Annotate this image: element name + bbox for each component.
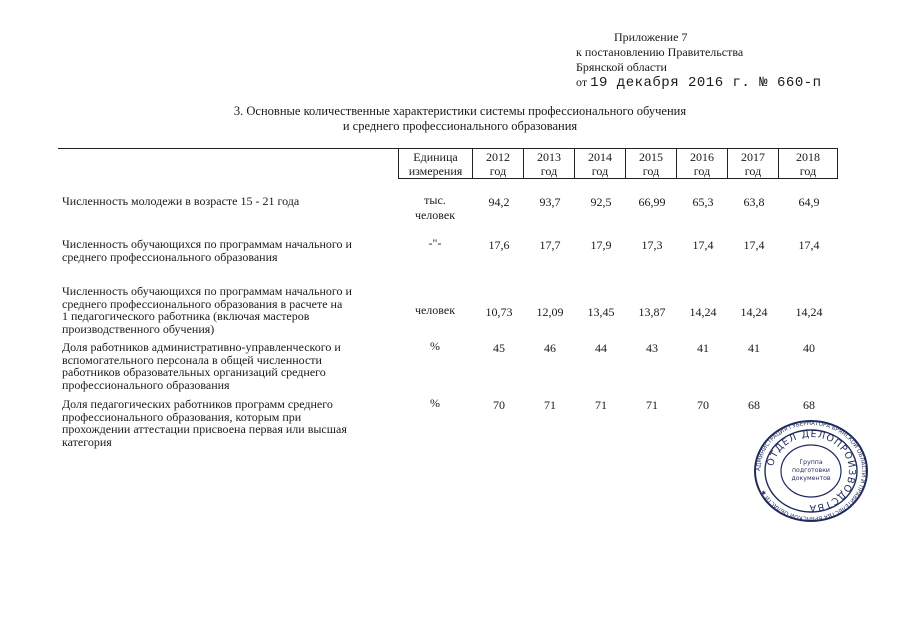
row-students-per-teacher-label: [62, 285, 392, 335]
header-unit: [398, 148, 472, 178]
row-admin-staff-label: [62, 341, 392, 391]
appendix-region: Брянской области: [576, 60, 667, 74]
header-year-label: 2012: [486, 150, 510, 164]
table-cell: 70: [697, 398, 709, 412]
header-year-2013: [523, 148, 574, 178]
table-cell: 44: [595, 341, 607, 355]
header-year-label: 2014: [588, 150, 612, 164]
header-year-label: 2016: [690, 150, 714, 164]
table-cell: 10,73: [485, 305, 513, 319]
row-label-line: категория: [62, 434, 112, 449]
stamp-seal-icon: [752, 418, 870, 524]
header-year-sub: год: [693, 164, 711, 178]
table-cell: 64,9: [798, 195, 820, 209]
header-year-2016: [676, 148, 727, 178]
row-students-unit: [402, 236, 468, 251]
stamp-ring-text: ОТДЕЛ ДЕЛОПРОИЗВОДСТВА: [765, 428, 858, 514]
table-cell: 66,99: [638, 195, 666, 209]
row-label-line: вспомогательного персонала в общей численности: [62, 352, 322, 367]
table-cell: 40: [803, 341, 815, 355]
table-cell: 46: [544, 341, 556, 355]
appendix-block: [576, 30, 822, 91]
table-cell: 17,4: [692, 238, 714, 252]
table-cell: 71: [595, 398, 607, 412]
row-label-line: Численность обучающихся по программам начального и: [62, 237, 352, 251]
row-youth-label: [62, 195, 392, 208]
row-label-line: среднего профессионального образования в расчете на: [62, 296, 343, 311]
appendix-date-prefix: от: [576, 75, 588, 89]
row-label-line: профессионального образования: [62, 377, 230, 392]
header-year-label: 2013: [537, 150, 561, 164]
header-year-sub: год: [642, 164, 660, 178]
table-cell: 41: [748, 341, 760, 355]
table-cell: 12,09: [536, 305, 564, 319]
row-label-line: Доля педагогических работников программ среднего: [62, 397, 333, 411]
table-cell: 63,8: [743, 195, 765, 209]
table-cell: 68: [748, 398, 760, 412]
stamp-center-line: подготовки: [792, 467, 830, 474]
table-cell: 41: [697, 341, 709, 355]
header-year-2012: [472, 148, 523, 178]
table-cell: 93,7: [539, 195, 561, 209]
row-label-line: Численность обучающихся по программам начального и: [62, 284, 352, 298]
table-cell: 70: [493, 398, 505, 412]
section-heading: [180, 104, 740, 134]
row-students-label: [62, 238, 392, 263]
unit-line: человек: [414, 208, 456, 222]
unit-line: человек: [414, 303, 456, 317]
table-header-bottom-rule: [398, 178, 838, 179]
header-year-2017: [727, 148, 778, 178]
header-unit-line1: Единица: [413, 150, 458, 164]
section-heading-line2: и среднего профессионального образования: [342, 119, 578, 133]
table-cell: 43: [646, 341, 658, 355]
table-cell: 14,24: [689, 305, 717, 319]
row-label-line: работников образовательных организаций среднего: [62, 365, 326, 379]
table-cell: 17,4: [743, 238, 765, 252]
appendix-decree: к постановлению Правительства: [576, 45, 744, 59]
header-year-2014: [574, 148, 625, 178]
table-cell: 14,24: [740, 305, 768, 319]
row-label-line: профессионального образования, которым при: [62, 409, 302, 424]
row-label-line: Численность молодежи в возрасте 15 - 21 года: [62, 194, 300, 208]
table-cell: 65,3: [692, 195, 714, 209]
header-year-sub: год: [591, 164, 609, 178]
table-cell: 71: [646, 398, 658, 412]
row-youth-unit: [402, 193, 468, 223]
stamp-center-line: документов: [791, 475, 831, 482]
header-year-2018: [778, 148, 838, 178]
table-cell: 17,4: [798, 238, 820, 252]
stamp-outer-text: АДМИНИСТРАЦИЯ ГУБЕРНАТОРА БРЯНСКОЙ ОБЛАСТИ И ПРАВИТЕЛЬСТВА БРЯНСКОЙ ОБЛАСТИ ✱: [755, 420, 867, 522]
appendix-title: Приложение 7: [614, 30, 688, 44]
table-cell: 13,87: [638, 305, 666, 319]
appendix-date: [576, 75, 822, 91]
row-admin-staff-unit: [402, 339, 468, 354]
row-certified-teachers-unit: [402, 396, 468, 411]
table-cell: 17,7: [539, 238, 561, 252]
table-cell: 14,24: [795, 305, 823, 319]
header-unit-line2: измерения: [408, 164, 463, 178]
unit-line: тыс.: [424, 193, 446, 207]
stamp-center-line: Группа: [799, 459, 823, 466]
table-cell: 17,3: [641, 238, 663, 252]
table-cell: 45: [493, 341, 505, 355]
header-year-2015: [625, 148, 676, 178]
header-year-sub: год: [489, 164, 507, 178]
row-label-line: Доля работников административно-управленческого и: [62, 340, 341, 354]
row-certified-teachers-label: [62, 398, 392, 448]
table-cell: 13,45: [587, 305, 615, 319]
header-year-label: 2015: [639, 150, 663, 164]
unit-line: -"-: [428, 236, 442, 250]
header-year-sub: год: [744, 164, 762, 178]
header-year-sub: год: [540, 164, 558, 178]
section-heading-line1: 3. Основные количественные характеристики системы профессионального обучения: [233, 104, 687, 118]
row-label-line: среднего профессионального образования: [62, 249, 278, 264]
unit-line: %: [430, 339, 440, 353]
appendix-date-value: 19 декабря 2016 г. № 660-п: [590, 75, 822, 91]
row-students-per-teacher-unit: [402, 303, 468, 318]
official-stamp: [752, 418, 870, 524]
table-cell: 17,6: [488, 238, 510, 252]
row-label-line: 1 педагогического работника (включая мастеров: [62, 309, 310, 323]
row-label-line: прохождении аттестации присвоена первая или высшая: [62, 422, 347, 436]
table-cell: 17,9: [590, 238, 612, 252]
table-cell: 92,5: [590, 195, 612, 209]
header-year-sub: год: [799, 164, 817, 178]
unit-line: %: [430, 396, 440, 410]
table-cell: 94,2: [488, 195, 510, 209]
row-label-line: производственного обучения): [62, 321, 215, 336]
header-year-label: 2018: [796, 150, 820, 164]
table-cell: 71: [544, 398, 556, 412]
table-cell: 68: [803, 398, 815, 412]
header-year-label: 2017: [741, 150, 765, 164]
